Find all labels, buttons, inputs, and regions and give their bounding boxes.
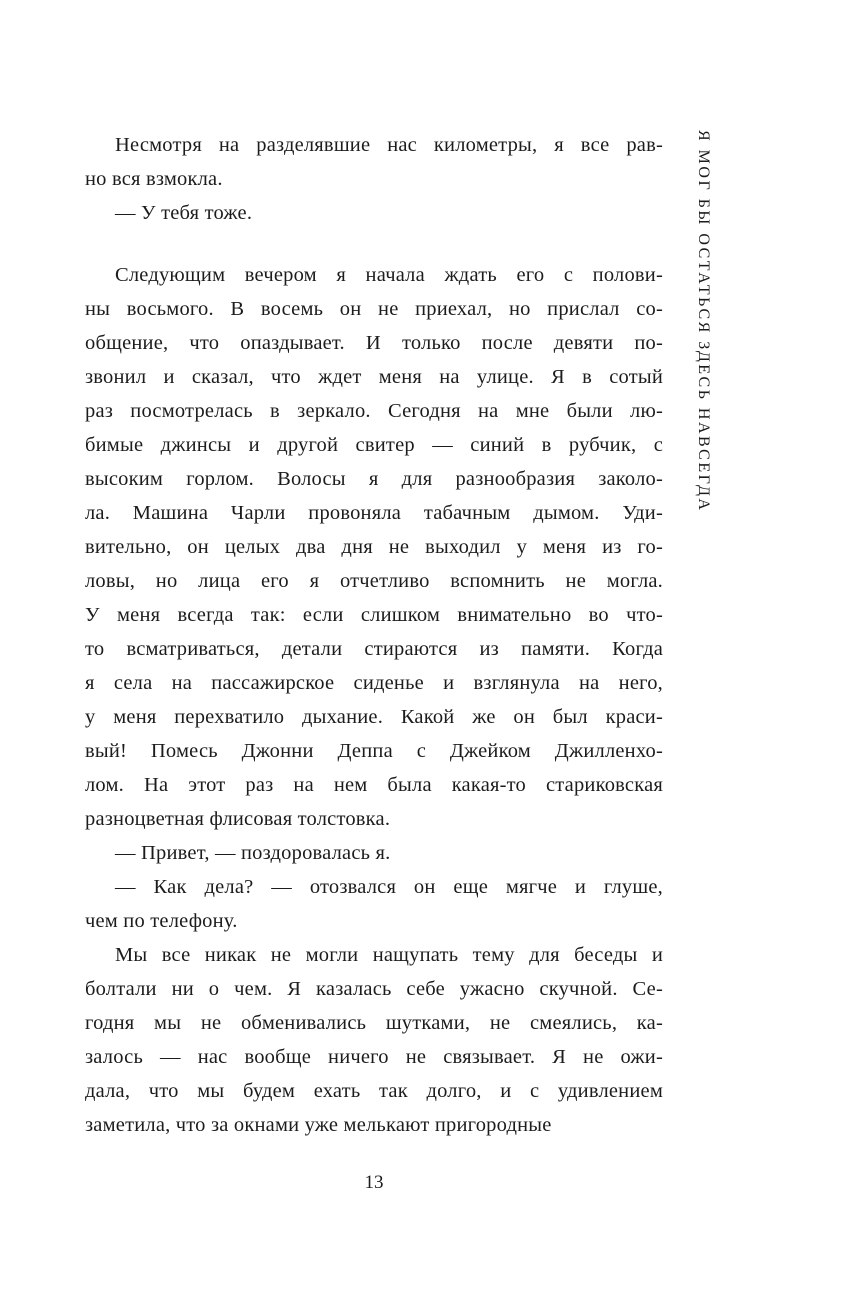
text-line: я села на пассажирское сиденье и взглянула на него, [85,672,663,694]
text-line: чем по телефону. [85,910,238,932]
text-line: заметила, что за окнами уже мелькают пригородные [85,1114,552,1136]
text-line: — Привет, — поздоровалась я. [115,842,391,864]
running-vertical-title: Я МОГ БЫ ОСТАТЬСЯ ЗДЕСЬ НАВСЕГДА [695,130,712,513]
text-line: высоким горлом. Волосы я для разнообразия заколо- [85,468,663,490]
text-line: лом. На этот раз на нем была какая-то стариковская [85,774,663,796]
text-line: — У тебя тоже. [115,202,253,224]
text-line: бимые джинсы и другой свитер — синий в рубчик, с [85,434,663,456]
text-line: залось — нас вообще ничего не связывает. Я не ожи- [85,1046,663,1068]
body-text [85,128,663,1142]
text-line: то всматриваться, детали стираются из памяти. Когда [85,638,663,660]
text-line: Мы все никак не могли нащупать тему для беседы и [115,944,663,966]
text-line: общение, что опаздывает. И только после девяти по- [85,332,663,354]
text-line: ны восьмого. В восемь он не приехал, но прислал со- [85,298,663,320]
text-line: У меня всегда так: если слишком внимательно во что- [85,604,663,626]
text-line: Следующим вечером я начала ждать его с полови- [115,264,663,286]
text-line: вый! Помесь Джонни Деппа с Джейком Джилленхо- [85,740,663,762]
page-number: 13 [364,1172,384,1193]
text-line: ловы, но лица его я отчетливо вспомнить не могла. [85,570,663,592]
text-line: у меня перехватило дыхание. Какой же он был краси- [85,706,663,728]
text-line: — Как дела? — отозвался он еще мягче и глуше, [115,876,663,898]
text-line: Несмотря на разделявшие нас километры, я все рав- [115,134,663,156]
text-line: годня мы не обменивались шутками, не смеялись, ка- [85,1012,663,1034]
text-line: звонил и сказал, что ждет меня на улице. Я в сотый [85,366,663,388]
text-line: дала, что мы будем ехать так долго, и с удивлением [85,1080,663,1102]
text-line: ла. Машина Чарли провоняла табачным дымом. Уди- [85,502,663,524]
text-line: но вся взмокла. [85,168,223,190]
text-line: раз посмотрелась в зеркало. Сегодня на мне были лю- [85,400,663,422]
text-line: вительно, он целых два дня не выходил у меня из го- [85,536,663,558]
text-line: болтали ни о чем. Я казалась себе ужасно скучной. Се- [85,978,663,1000]
paragraph-break [85,230,663,258]
text-line: разноцветная флисовая толстовка. [85,808,391,830]
